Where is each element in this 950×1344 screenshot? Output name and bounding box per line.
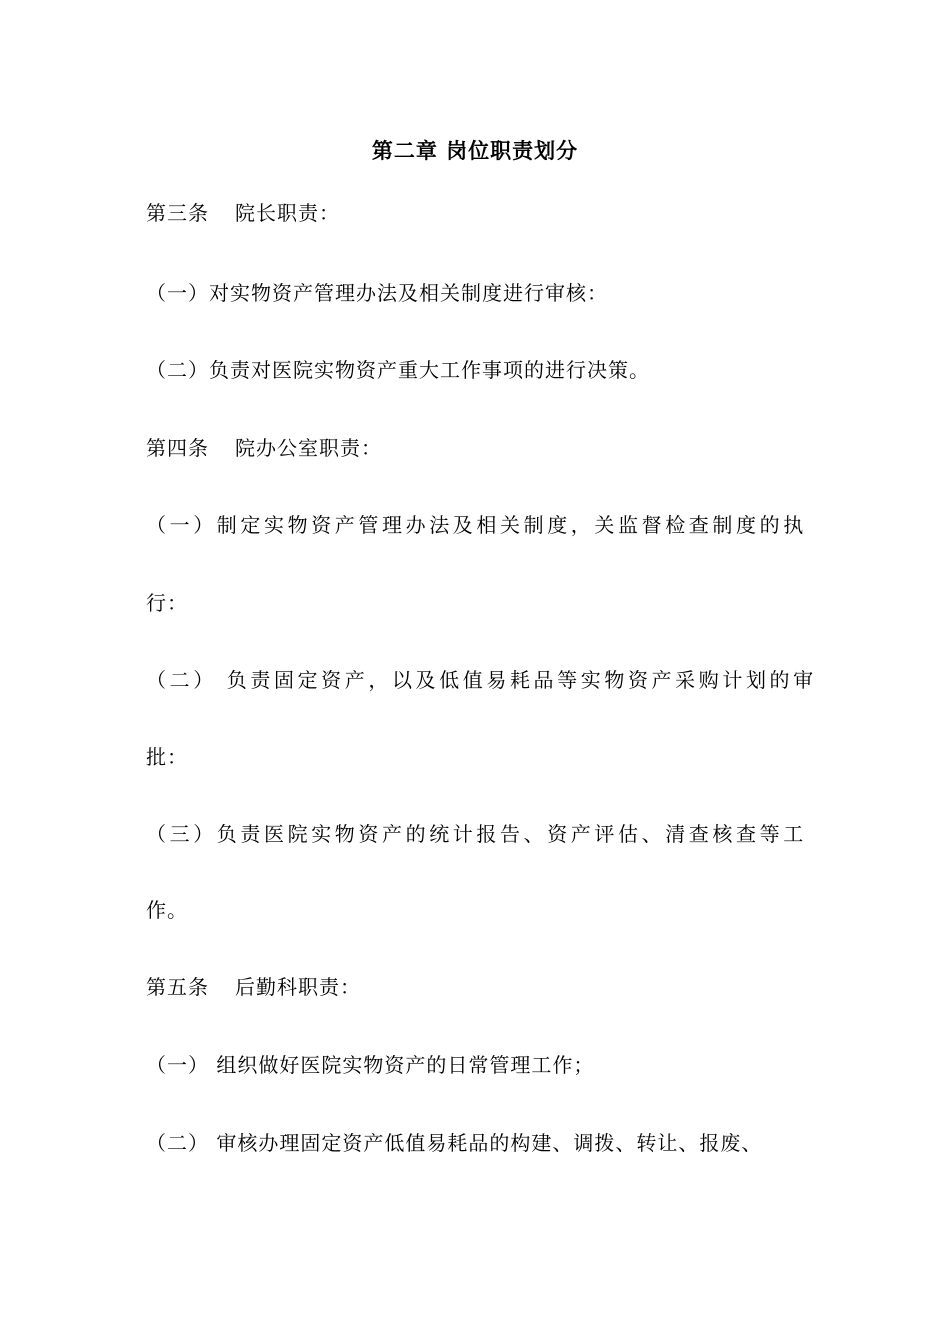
article-number: 第五条 <box>146 975 209 999</box>
clause-line: 作。 <box>146 898 188 922</box>
clause-line: 批： <box>146 745 188 769</box>
clause-line: （二） 负责固定资产，以及低值易耗品等实物资产采购计划的审 <box>146 668 817 692</box>
article-role: 后勤科职责： <box>235 975 361 999</box>
article-number: 第三条 <box>146 201 209 225</box>
article-number: 第四条 <box>146 436 209 460</box>
clause-line: （一） 组织做好医院实物资产的日常管理工作； <box>146 1053 595 1077</box>
clause-line: （二）负责对医院实物资产重大工作事项的进行决策。 <box>146 358 650 382</box>
article-heading <box>146 433 382 463</box>
clause-line: （三）负责医院实物资产的统计报告、资产评估、清查核查等工 <box>146 822 807 846</box>
article-role: 院办公室职责： <box>235 436 382 460</box>
clause-line: 行： <box>146 591 188 615</box>
clause-line: （一）制定实物资产管理办法及相关制度，关监督检查制度的执 <box>146 513 807 537</box>
chapter-title: 第二章 岗位职责划分 <box>371 138 579 163</box>
article-heading <box>146 972 361 1002</box>
clause-line: （一）对实物资产管理办法及相关制度进行审核： <box>146 281 608 305</box>
clause-line: （二） 审核办理固定资产低值易耗品的构建、调拨、转让、报废、 <box>146 1131 763 1155</box>
article-heading <box>146 198 340 228</box>
article-role: 院长职责： <box>235 201 340 225</box>
